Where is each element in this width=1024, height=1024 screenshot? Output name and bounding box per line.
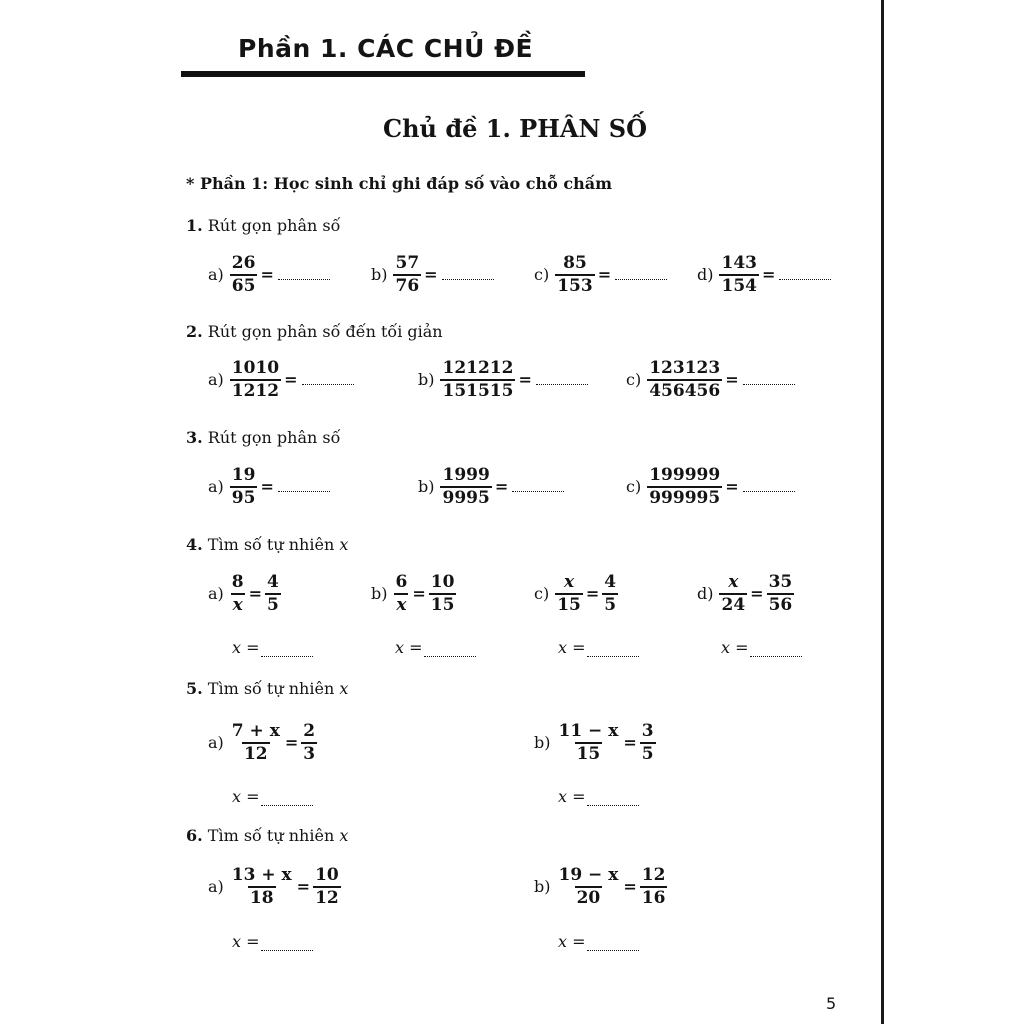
item-label: c) [626, 370, 642, 390]
fraction [555, 254, 595, 295]
exercise-title: Rút gọn phân số đến tối giản [207, 322, 443, 341]
item-label: c) [534, 584, 550, 604]
equals-sign: = [260, 265, 274, 285]
fraction-left [230, 866, 294, 907]
fraction-left [555, 573, 583, 614]
answer-blank[interactable] [615, 269, 667, 280]
denominator: 5 [604, 594, 617, 615]
numerator: 123123 [649, 358, 721, 378]
ex6-item-a [208, 866, 341, 907]
fraction [440, 359, 515, 400]
equals-sign: = [284, 370, 298, 390]
equals-sign: = [248, 584, 263, 604]
fraction [230, 359, 281, 400]
answer-blank[interactable] [743, 481, 795, 492]
answer-blank[interactable] [587, 940, 639, 951]
denominator: x [396, 594, 407, 615]
denominator: 95 [231, 487, 256, 508]
equals-sign: = [585, 584, 600, 604]
exercise-number: 2. [186, 322, 203, 341]
item-label: c) [626, 477, 642, 497]
fraction-left [556, 722, 620, 763]
numerator: 19 − x [558, 865, 619, 885]
numerator: x [563, 572, 575, 592]
ex4-item-a [208, 573, 281, 614]
ex2-item-a [208, 359, 354, 400]
ex1-item-a [208, 254, 330, 295]
numerator: x [728, 572, 739, 592]
item-label: a) [208, 733, 224, 753]
answer-blank[interactable] [424, 646, 476, 657]
exercise-number: 3. [186, 428, 203, 447]
exercise-title: Tìm số tự nhiên [207, 679, 340, 698]
numerator: 121212 [442, 358, 514, 378]
numerator: 8 [231, 572, 244, 592]
item-label: a) [208, 265, 224, 285]
numerator: 4 [267, 572, 279, 592]
exercise-variable: x [339, 535, 349, 554]
item-label: b) [534, 733, 551, 753]
numerator: 13 + x [231, 865, 292, 885]
answer-blank[interactable] [743, 374, 795, 385]
ex6-item-b [534, 866, 667, 907]
exercise-title: Tìm số tự nhiên [207, 535, 340, 554]
numerator: 4 [604, 572, 617, 592]
fraction-right [640, 722, 656, 763]
denominator: 12 [243, 743, 268, 764]
answer-prefix: x = [558, 932, 586, 951]
item-label: a) [208, 584, 224, 604]
ex3-item-a [208, 466, 330, 507]
fraction [719, 254, 759, 295]
instruction: * Phần 1: Học sinh chỉ ghi đáp số vào chỗ chấm [186, 174, 613, 193]
answer-blank[interactable] [442, 269, 494, 280]
answer-blank[interactable] [261, 795, 313, 806]
ex2-item-c [626, 359, 795, 400]
fraction-right [602, 573, 618, 614]
answer-blank[interactable] [278, 269, 330, 280]
equals-sign: = [597, 265, 612, 285]
equals-sign: = [494, 477, 509, 497]
item-label: b) [371, 265, 388, 285]
numerator: 11 − x [558, 721, 619, 741]
fraction [647, 359, 722, 400]
exercise-6-heading [186, 826, 348, 845]
equals-sign: = [284, 733, 299, 753]
equals-sign: = [623, 733, 637, 753]
exercise-number: 1. [186, 216, 203, 235]
denominator: 15 [576, 743, 601, 764]
numerator: 199999 [649, 465, 721, 485]
equals-sign: = [623, 877, 637, 897]
page-number: 5 [826, 994, 837, 1013]
item-label: b) [371, 584, 388, 604]
item-label: d) [697, 265, 714, 285]
answer-blank[interactable] [587, 646, 639, 657]
fraction [230, 254, 258, 295]
ex5-answer-b [558, 787, 639, 806]
ex5-item-a [208, 722, 317, 763]
item-label: c) [534, 265, 550, 285]
answer-blank[interactable] [512, 481, 564, 492]
ex1-item-c [534, 254, 667, 295]
item-label: b) [418, 370, 435, 390]
part-title: Phần 1. CÁC CHỦ ĐỀ [238, 34, 534, 63]
numerator: 10 [315, 865, 339, 885]
part-title-underline [181, 71, 585, 77]
exercise-1-heading [186, 216, 340, 235]
numerator: 1010 [231, 358, 280, 378]
ex4-item-b [371, 573, 456, 614]
answer-blank[interactable] [587, 795, 639, 806]
exercise-2-heading [186, 322, 443, 341]
ex4-answer-b [395, 638, 476, 657]
numerator: 2 [303, 721, 316, 741]
equals-sign: = [260, 477, 274, 497]
item-label: d) [697, 584, 714, 604]
ex4-answer-a [232, 638, 313, 657]
numerator: 7 + x [231, 721, 280, 741]
denominator: 5 [641, 743, 654, 764]
answer-blank[interactable] [536, 374, 588, 385]
ex1-item-d [697, 254, 831, 295]
answer-prefix: x = [232, 787, 260, 806]
denominator: 16 [641, 887, 666, 908]
exercise-number: 5. [186, 679, 203, 698]
denominator: 9995 [442, 487, 490, 508]
answer-blank[interactable] [779, 269, 831, 280]
numerator: 57 [395, 253, 420, 273]
fraction-right [313, 866, 341, 907]
numerator: 143 [721, 253, 757, 273]
equals-sign: = [750, 584, 764, 604]
ex5-answer-a [232, 787, 313, 806]
answer-blank[interactable] [750, 646, 802, 657]
ex1-item-b [371, 254, 494, 295]
answer-blank[interactable] [261, 940, 313, 951]
item-label: b) [418, 477, 435, 497]
equals-sign: = [518, 370, 532, 390]
equals-sign: = [725, 370, 739, 390]
fraction [647, 466, 722, 507]
equals-sign: = [761, 265, 776, 285]
denominator: x [232, 594, 243, 615]
equals-sign: = [725, 477, 739, 497]
equals-sign: = [412, 584, 426, 604]
denominator: 153 [557, 275, 593, 296]
fraction-left [230, 573, 246, 614]
fraction-right [301, 722, 317, 763]
item-label: a) [208, 370, 224, 390]
numerator: 19 [231, 465, 256, 485]
ex4-answer-d [721, 638, 802, 657]
numerator: 3 [641, 721, 654, 741]
fraction-right [767, 573, 795, 614]
numerator: 12 [641, 865, 666, 885]
ex4-item-c [534, 573, 618, 614]
ex3-item-c [626, 466, 795, 507]
fraction-right [429, 573, 457, 614]
fraction-left [230, 722, 282, 763]
page-edge-line [881, 0, 884, 1024]
exercise-number: 4. [186, 535, 203, 554]
numerator: 1999 [442, 465, 490, 485]
denominator: 1212 [231, 380, 280, 401]
denominator: 15 [557, 594, 581, 615]
exercise-title: Tìm số tự nhiên [207, 826, 340, 845]
exercise-number: 6. [186, 826, 203, 845]
exercise-4-heading [186, 535, 348, 554]
exercise-title: Rút gọn phân số [207, 428, 341, 447]
denominator: 56 [768, 594, 793, 615]
answer-prefix: x = [558, 638, 586, 657]
exercise-5-heading [186, 679, 348, 698]
answer-blank[interactable] [302, 374, 354, 385]
item-label: b) [534, 877, 551, 897]
item-label: a) [208, 877, 224, 897]
answer-prefix: x = [395, 638, 423, 657]
fraction-right [640, 866, 668, 907]
ex2-item-b [418, 359, 588, 400]
ex5-item-b [534, 722, 656, 763]
denominator: 456456 [649, 380, 721, 401]
exercise-variable: x [339, 679, 349, 698]
denominator: 3 [303, 743, 316, 764]
denominator: 154 [721, 275, 757, 296]
equals-sign: = [424, 265, 438, 285]
denominator: 15 [430, 594, 455, 615]
denominator: 12 [315, 887, 339, 908]
numerator: 10 [430, 572, 455, 592]
numerator: 35 [768, 572, 793, 592]
numerator: 26 [231, 253, 256, 273]
numerator: 6 [395, 572, 408, 592]
numerator: 85 [563, 253, 587, 273]
denominator: 24 [721, 594, 746, 615]
ex6-answer-a [232, 932, 313, 951]
exercise-title: Rút gọn phân số [207, 216, 341, 235]
answer-prefix: x = [721, 638, 749, 657]
fraction-right [265, 573, 281, 614]
fraction [393, 254, 421, 295]
denominator: 20 [576, 887, 601, 908]
answer-prefix: x = [558, 787, 586, 806]
exercise-variable: x [339, 826, 349, 845]
answer-blank[interactable] [278, 481, 330, 492]
fraction-left [393, 573, 409, 614]
denominator: 999995 [649, 487, 721, 508]
ex6-answer-b [558, 932, 639, 951]
denominator: 18 [249, 887, 274, 908]
topic-title: Chủ đề 1. PHÂN SỐ [383, 114, 648, 143]
answer-blank[interactable] [261, 646, 313, 657]
fraction [230, 466, 258, 507]
ex4-answer-c [558, 638, 639, 657]
answer-prefix: x = [232, 932, 260, 951]
exercise-3-heading [186, 428, 340, 447]
ex4-item-d [697, 573, 794, 614]
denominator: 76 [395, 275, 420, 296]
fraction-left [556, 866, 620, 907]
equals-sign: = [296, 877, 311, 897]
item-label: a) [208, 477, 224, 497]
denominator: 5 [267, 594, 279, 615]
denominator: 65 [231, 275, 256, 296]
ex3-item-b [418, 466, 564, 507]
fraction-left [719, 573, 747, 614]
denominator: 151515 [442, 380, 514, 401]
fraction [440, 466, 491, 507]
answer-prefix: x = [232, 638, 260, 657]
